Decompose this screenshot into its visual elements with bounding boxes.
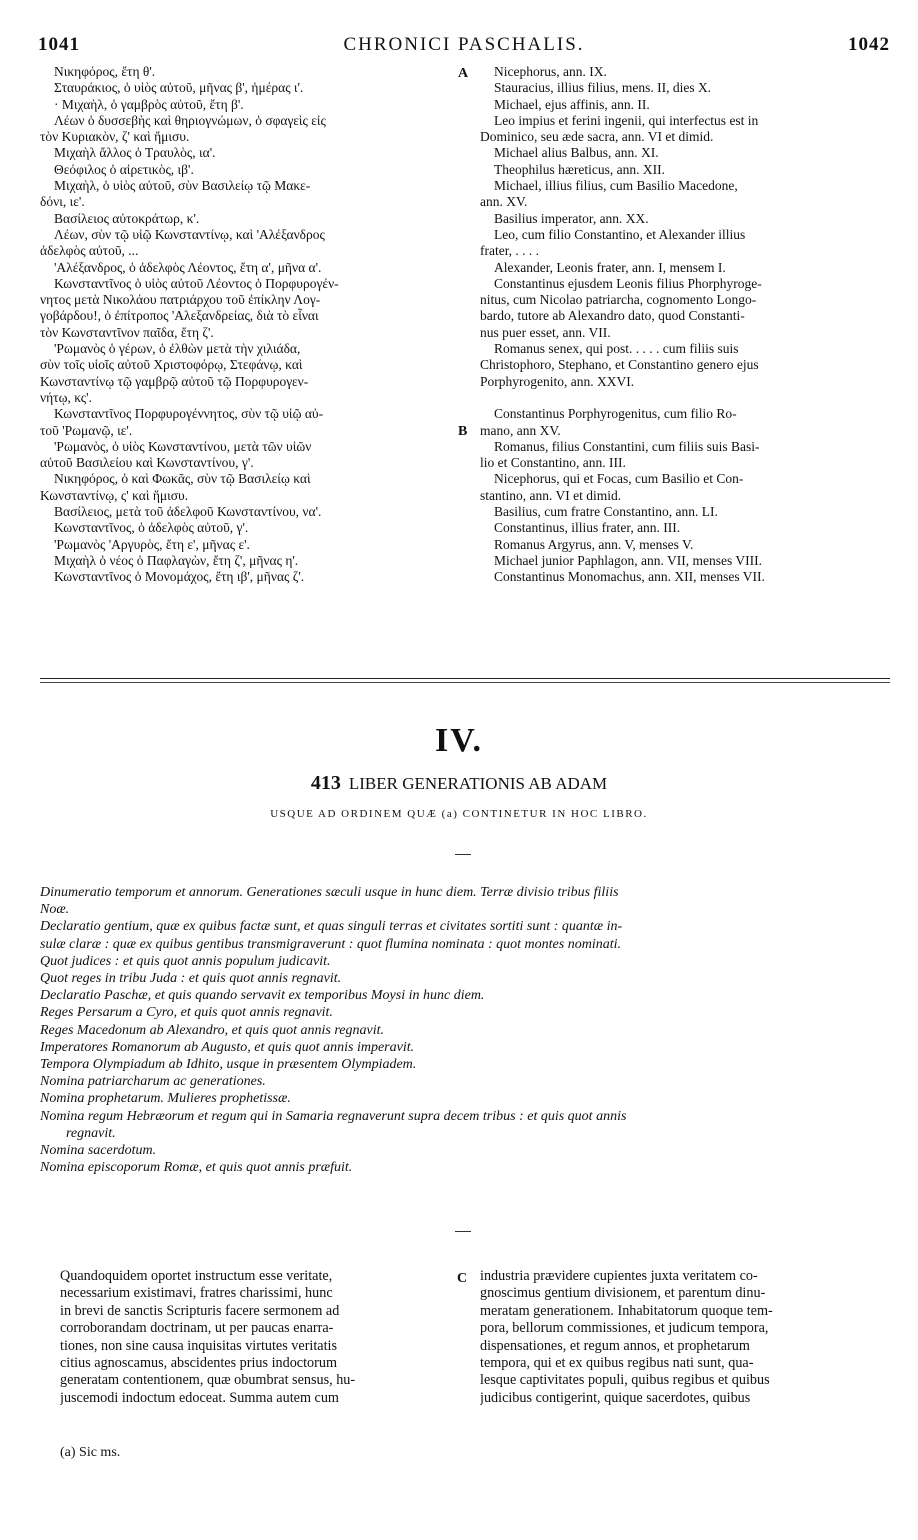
contents-item: Declaratio gentium, quæ ex quibus factæ sunt, et quas singuli terras et civitates sortiti sunt : quantæ in- (40, 919, 623, 935)
greek-line: αὐτοῦ Βασιλείου καὶ Κωνσταντίνου, γ'. (40, 455, 254, 471)
greek-column (40, 64, 458, 586)
contents-item: Reges Persarum a Cyro, et quis quot annis regnavit. (40, 1005, 333, 1021)
body-line-right: dispensationes, et regum annos, et prophetarum (480, 1337, 750, 1354)
greek-line: Βασίλειος αὐτοκράτωρ, κ'. (54, 210, 200, 226)
running-header (38, 34, 890, 56)
greek-line: Κωνσταντίνῳ τῷ γαμβρῷ αὐτοῦ τῷ Πορφυρογεν- (40, 373, 309, 389)
body-column-left (60, 1268, 456, 1407)
greek-line: 'Αλέξανδρος, ὁ ἀδελφὸς Λέοντος, ἔτη α', μῆνα α'. (54, 259, 322, 275)
latin-line: ann. XV. (480, 194, 528, 210)
body-line-right: lesque captivitates populi, quibus regibus et quibus (480, 1372, 770, 1389)
running-title: CHRONICI PASCHALIS. (343, 34, 585, 55)
body-line-left: in brevi de sanctis Scripturis facere sermonem ad (60, 1302, 340, 1319)
body-line-left: citius agnoscamus, abscidentes prius indoctorum (60, 1354, 337, 1371)
body-line-left: generatam contentionem, quæ obumbrat sensus, hu- (60, 1372, 356, 1389)
body-line-right: judicibus contigerint, quique sacerdotes, quibus (480, 1389, 751, 1406)
latin-line: Romanus, filius Constantini, cum filiis suis Basi- (494, 438, 760, 454)
contents-item: Tempora Olympiadum ab Idhito, usque in præsentem Olympiadem. (40, 1057, 417, 1073)
greek-line: τὸν Κωνσταντῖνον παῖδα, ἔτη ζ'. (40, 324, 214, 340)
section-title-text: LIBER GENERATIONIS AB ADAM (348, 774, 608, 793)
greek-line: Θεόφιλος ὁ αἱρετικὸς, ιβ'. (54, 161, 194, 177)
greek-line: Μιχαὴλ ἄλλος ὁ Τραυλὸς, ια'. (54, 145, 216, 161)
latin-line: Nicephorus, ann. IX. (494, 64, 607, 79)
greek-line: Λέων, σὺν τῷ υἱῷ Κωνσταντίνῳ, καὶ 'Αλέξανδρος (54, 226, 325, 242)
latin-line: lio et Constantino, ann. III. (480, 455, 626, 471)
contents-item: Quot judices : et quis quot annis populum judicavit. (40, 953, 331, 969)
latin-line: nus puer esset, ann. VII. (480, 324, 611, 340)
section-rule-thin (40, 682, 890, 683)
contents-item: Nomina prophetarum. Mulieres prophetissæ. (40, 1091, 291, 1107)
greek-line: 'Ρωμανὸς ὁ γέρων, ὁ ἐλθὼν μετὰ τὴν χιλιάδα, (54, 341, 301, 357)
latin-column (480, 64, 890, 586)
body-line-right: gnoscimus gentium divisionem, et parentum dinu- (480, 1285, 766, 1302)
body-line-left: necessarium existimavi, fratres charissimi, hunc (60, 1285, 333, 1302)
body-line-right: industria prævidere cupientes juxta veritatem co- (480, 1268, 758, 1284)
body-line-left: tiones, non sine causa inquisitas virtutes veritatis (60, 1337, 338, 1354)
latin-line: Dominico, seu æde sacra, ann. VI et dimid. (480, 129, 714, 145)
latin-line: Alexander, Leonis frater, ann. I, mensem I. (494, 259, 726, 275)
page-number-left: 1041 (38, 34, 80, 55)
latin-line: Constantinus Monomachus, ann. XII, menses VII. (494, 569, 765, 585)
contents-item: sulæ claræ : quæ ex quibus gentibus transmigraverunt : quot flumina nominata : quot montes nominati. (40, 936, 621, 952)
contents-item: Nomina episcoporum Romæ, et quis quot annis præfuit. (40, 1160, 353, 1176)
body-line-right: tempora, qui et ex quibus regibus nati sunt, qua- (480, 1354, 754, 1371)
section-subtitle: USQUE AD ORDINEM QUÆ (a) CONTINETUR IN HOC LIBRO. (270, 808, 648, 820)
body-column-right (480, 1268, 892, 1407)
latin-line: Michael, illius filius, cum Basilio Macedone, (494, 178, 738, 194)
latin-line: Constantinus Porphyrogenitus, cum filio Ro- (494, 406, 737, 422)
margin-marker-b: B (458, 424, 468, 439)
greek-line: Κωνσταντῖνος, ὁ ἀδελφὸς αὐτοῦ, γ'. (54, 520, 249, 536)
section-title (0, 772, 918, 795)
contents-item: Dinumeratio temporum et annorum. Generationes sæculi usque in hunc diem. Terræ divisio tribus filiis (40, 885, 619, 900)
latin-line: Stauracius, illius filius, mens. II, dies X. (494, 80, 712, 96)
greek-line: τὸν Κυριακὸν, ζ' καὶ ἥμισυ. (40, 129, 190, 145)
section-rule (40, 678, 890, 679)
latin-line: stantino, ann. VI et dimid. (480, 487, 622, 503)
latin-line: Basilius imperator, ann. XX. (494, 210, 649, 226)
latin-line: Leo impius et ferini ingenii, qui interfectus est in (494, 112, 759, 128)
margin-marker-c: C (457, 1271, 468, 1286)
contents-item: Reges Macedonum ab Alexandro, et quis quot annis regnavit. (40, 1022, 384, 1038)
body-line-right: meratam generationem. Inhabitatorum quoque tem- (480, 1302, 773, 1319)
latin-line: Theophilus hæreticus, ann. XII. (494, 161, 665, 177)
greek-line: · Μιχαὴλ, ὁ γαμβρὸς αὐτοῦ, ἔτη β'. (54, 96, 244, 112)
contents-item: Noæ. (40, 902, 70, 918)
body-line-left: juscemodi indoctum edoceat. Summa autem cum (60, 1389, 339, 1406)
latin-line: Basilius, cum fratre Constantino, ann. LI. (494, 504, 718, 520)
contents-item: Declaratio Paschæ, et quis quando servavit ex temporibus Moysi in hunc diem. (40, 988, 485, 1004)
separator-dash (455, 854, 471, 855)
contents-item: Quot reges in tribu Juda : et quis quot annis regnavit. (40, 971, 342, 987)
greek-line: νήτῳ, κς'. (40, 389, 92, 405)
contents-list (40, 884, 892, 1176)
section-numeral: IV. (435, 722, 483, 759)
greek-line: ἀδελφὸς αὐτοῦ, ... (40, 243, 139, 259)
contents-item: Nomina regum Hebræorum et regum qui in Samaria regnaverunt supra decem tribus : et quis quot annis (40, 1108, 627, 1124)
greek-line: Λέων ὁ δυσσεβὴς καὶ θηριογνώμων, ὁ σφαγεὶς εἰς (54, 112, 326, 128)
latin-line: Romanus Argyrus, ann. V, menses V. (494, 536, 694, 552)
greek-line: γοβάρδου!, ὁ ἐπίτροπος 'Αλεξανδρείας, διὰ τὸ εἶναι (40, 308, 319, 324)
latin-line: frater, . . . . (480, 243, 540, 259)
latin-line: Michael alius Balbus, ann. XI. (494, 145, 659, 161)
contents-item: Nomina patriarcharum ac generationes. (40, 1074, 266, 1090)
greek-line: τοῦ 'Ρωμανῷ, ιε'. (40, 422, 133, 438)
greek-line: 'Ρωμανὸς, ὁ υἱὸς Κωνσταντίνου, μετὰ τῶν υἱῶν (54, 438, 312, 454)
greek-line: Νικηφόρος, ἔτη θ'. (54, 64, 156, 79)
body-line-left: corroborandam doctrinam, ut per paucas enarra- (60, 1320, 334, 1337)
body-line-right: pora, bellorum commissiones, et judicum tempora, (480, 1320, 769, 1337)
greek-line: Κωνσταντῖνος ὁ υἱὸς αὐτοῦ Λέοντος ὁ Πορφυρογέν- (54, 275, 339, 291)
greek-line: Κωνσταντῖνος Πορφυρογέννητος, σὺν τῷ υἱῷ αὐ- (54, 406, 324, 422)
latin-line: bardo, tutore ab Alexandro dato, quod Constanti- (480, 308, 745, 324)
latin-line: Porphyrogenito, ann. XXVI. (480, 373, 635, 389)
latin-line: Michael, ejus affinis, ann. II. (494, 96, 650, 112)
body-line-left: Quandoquidem oportet instructum esse veritate, (60, 1268, 333, 1284)
separator-dash-2 (455, 1231, 471, 1232)
column-number: 413 (310, 772, 341, 794)
greek-line: 'Ρωμανὸς 'Αργυρὸς, ἔτη ε', μῆνας ε'. (54, 536, 250, 552)
latin-line: Nicephorus, qui et Focas, cum Basilio et Con- (494, 471, 744, 487)
contents-item: Imperatores Romanorum ab Augusto, et quis quot annis imperavit. (40, 1039, 415, 1055)
greek-line: Μιχαὴλ ὁ νέος ὁ Παφλαγὼν, ἔτη ζ', μῆνας η'. (54, 552, 299, 568)
greek-line: σὺν τοῖς υἱοῖς αὐτοῦ Χριστοφόρῳ, Στεφάνῳ, καὶ (40, 357, 303, 373)
latin-line: Leo, cum filio Constantino, et Alexander illius (494, 226, 746, 242)
latin-line: Constantinus, illius frater, ann. III. (494, 520, 681, 536)
footnote: (a) Sic ms. (60, 1445, 121, 1460)
latin-line (480, 390, 890, 406)
page-number-right: 1042 (848, 34, 890, 55)
latin-line: Christophoro, Stephano, et Constantino genero ejus (480, 357, 759, 373)
contents-item: regnavit. (66, 1125, 116, 1141)
greek-line: Βασίλειος, μετὰ τοῦ ἀδελφοῦ Κωνσταντίνου, να'. (54, 504, 322, 520)
latin-line: nitus, cum Nicolao patriarcha, cognomento Longo- (480, 292, 757, 308)
latin-line: Romanus senex, qui post. . . . . cum filiis suis (494, 341, 739, 357)
greek-line: νητος μετὰ Νικολάου πατριάρχου τοῦ ἐπίκλην Λογ- (40, 292, 321, 308)
margin-marker-a: A (458, 66, 469, 81)
greek-line: δόνι, ιε'. (40, 194, 85, 210)
latin-line: Constantinus ejusdem Leonis filius Phorphyroge- (494, 275, 762, 291)
greek-line: Νικηφόρος, ὁ καὶ Φωκᾶς, σὺν τῷ Βασιλείῳ καὶ (54, 471, 311, 487)
greek-line: Κωνσταντίνῳ, ς' καὶ ἥμισυ. (40, 487, 189, 503)
contents-item: Nomina sacerdotum. (40, 1143, 157, 1159)
latin-line: mano, ann XV. (480, 422, 561, 438)
greek-line: Σταυράκιος, ὁ υἱὸς αὐτοῦ, μῆνας β', ἡμέρας ι'. (54, 80, 304, 96)
latin-line: Michael junior Paphlagon, ann. VII, menses VIII. (494, 552, 762, 568)
greek-line: Κωνσταντῖνος ὁ Μονομάχος, ἔτη ιβ', μῆνας ζ'. (54, 569, 305, 585)
greek-line: Μιχαὴλ, ὁ υἱὸς αὐτοῦ, σὺν Βασιλείῳ τῷ Μακε- (54, 178, 311, 194)
